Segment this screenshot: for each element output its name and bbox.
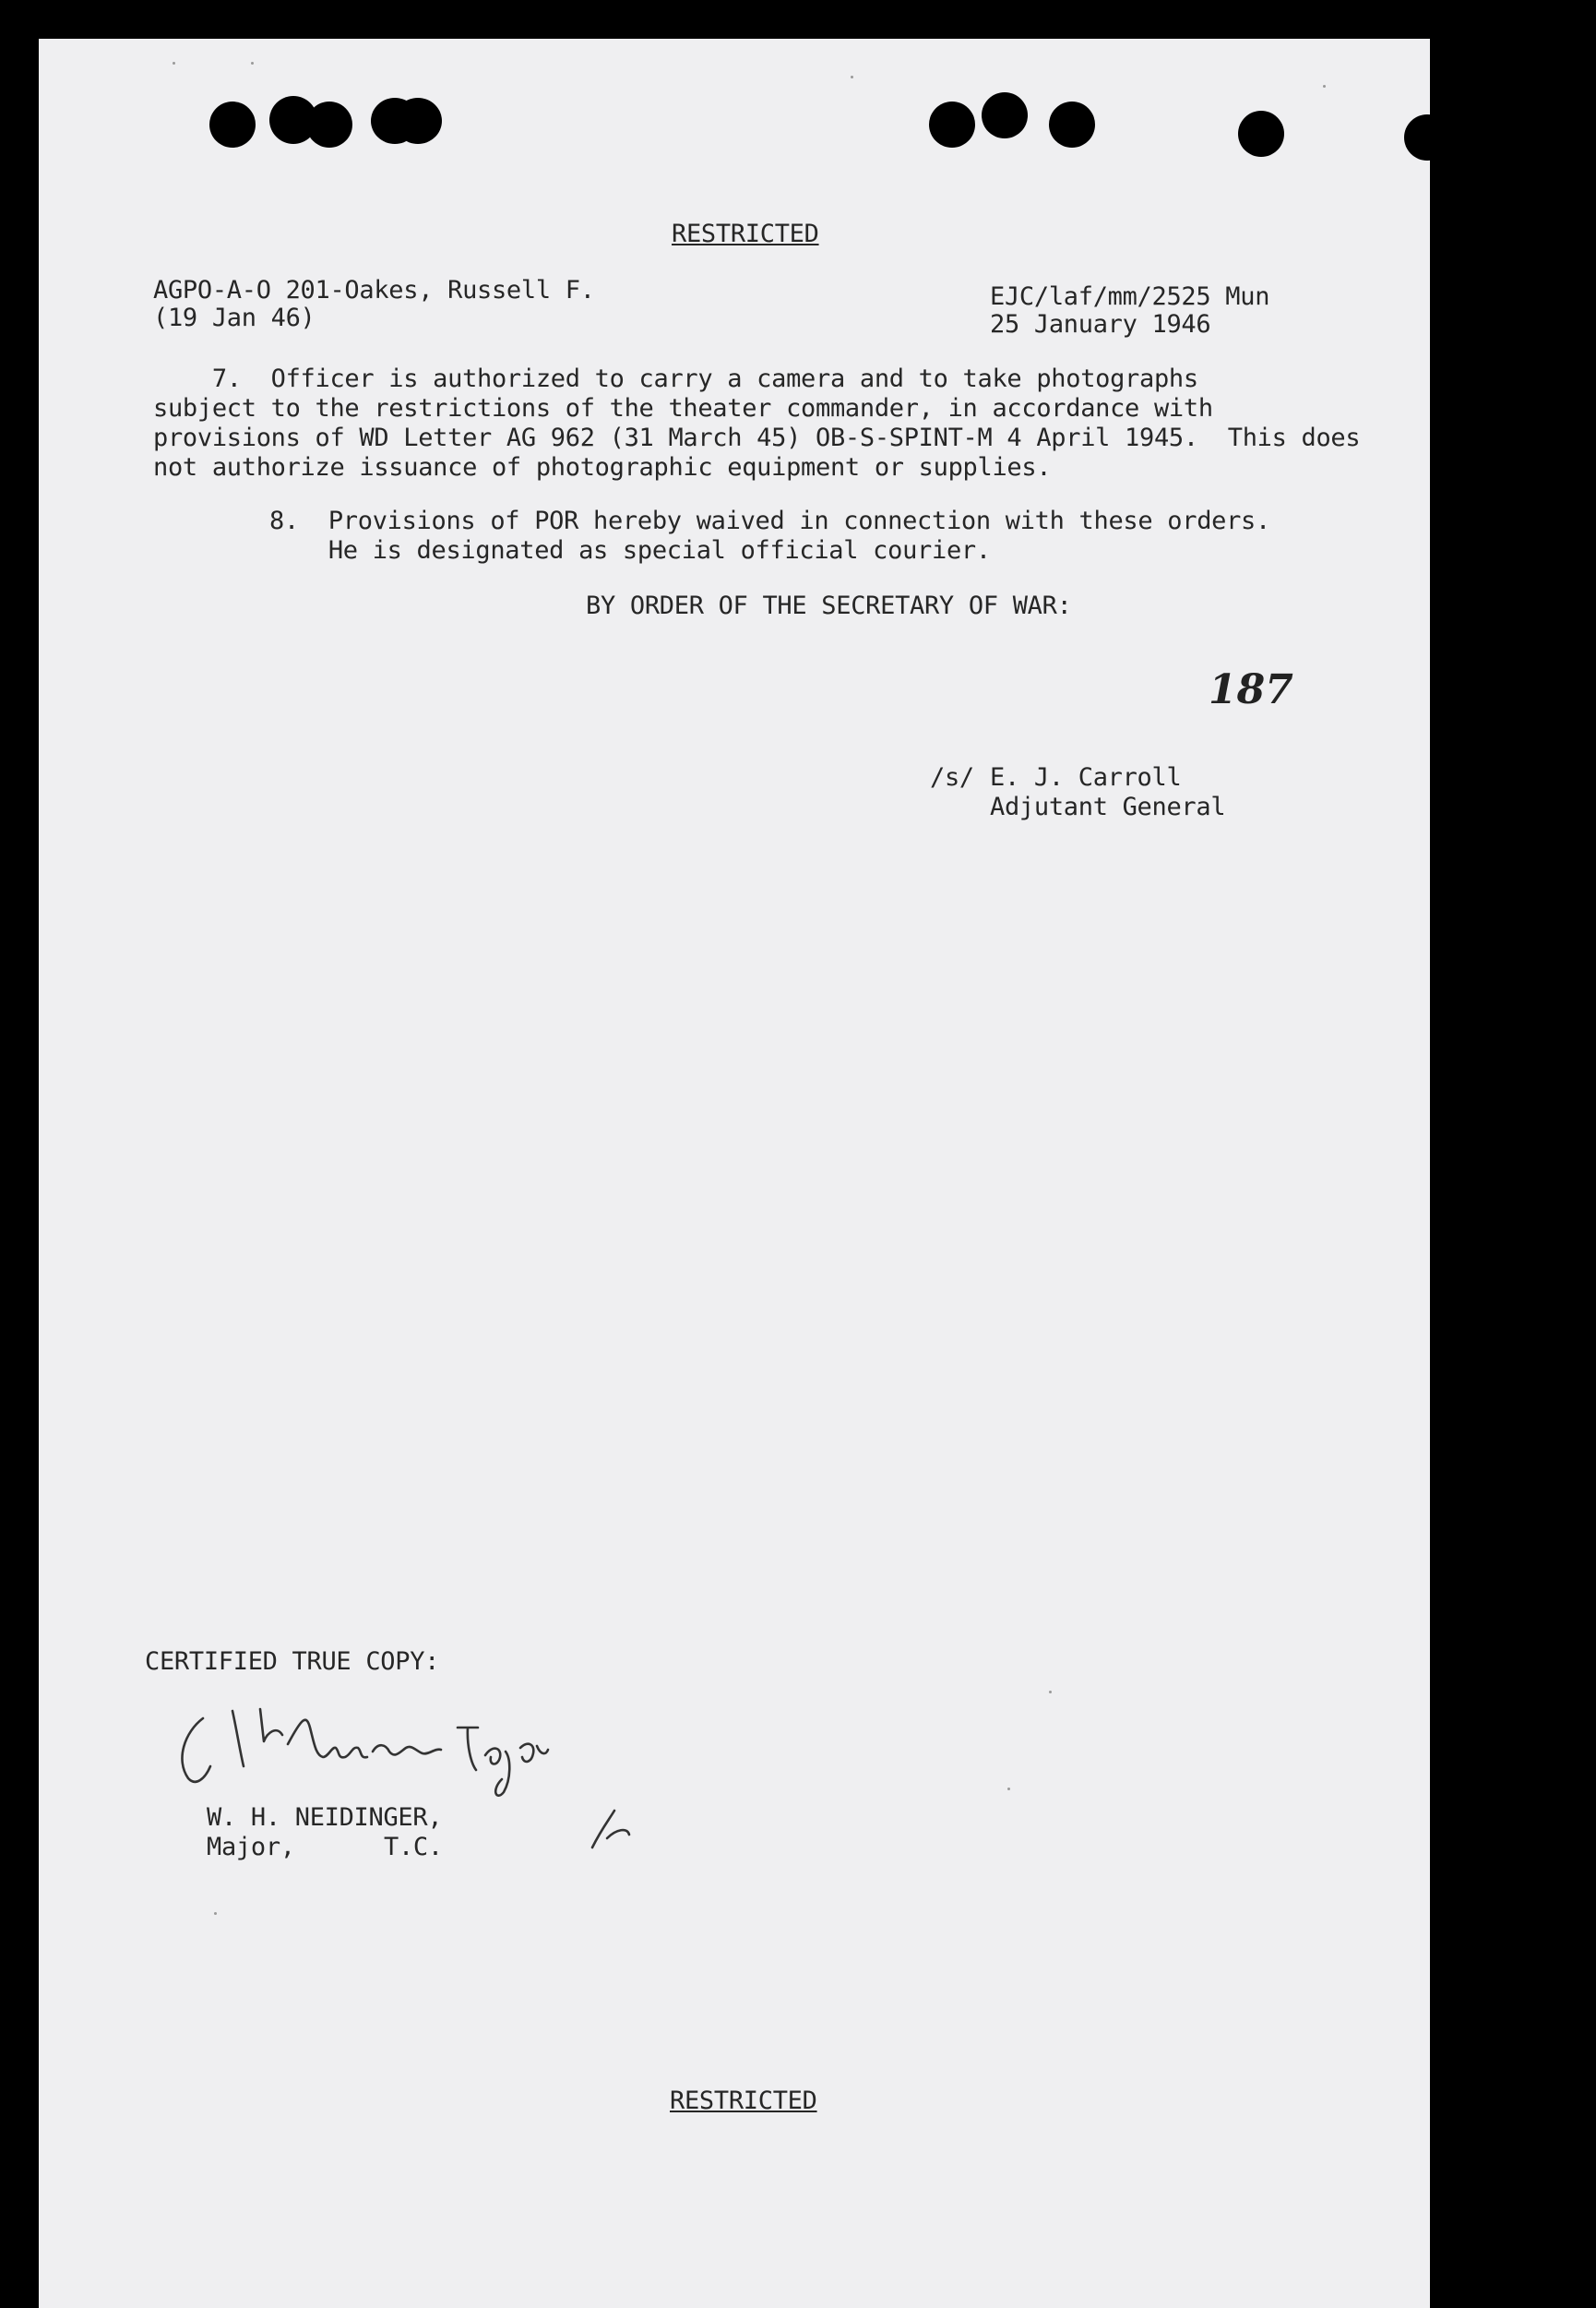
speck xyxy=(251,62,254,65)
punch-hole-7 xyxy=(982,92,1028,138)
file-reference: AGPO-A-O 201-Oakes, Russell F. xyxy=(153,276,595,305)
signer-title: Adjutant General xyxy=(990,793,1226,821)
speck xyxy=(1323,85,1326,88)
paragraph-7-line: subject to the restrictions of the theater commander, in accordance with xyxy=(153,394,1213,423)
signature-prefix: /s/ xyxy=(930,763,974,792)
punch-hole-1 xyxy=(209,102,256,148)
paragraph-7-line: 7. Officer is authorized to carry a camera and to take photographs xyxy=(153,365,1198,393)
speck xyxy=(1007,1788,1010,1790)
classification-bottom: RESTRICTED xyxy=(670,2087,817,2115)
paragraph-7-line: provisions of WD Letter AG 962 (31 March 45) OB-S-SPINT-M 4 April 1945. This does xyxy=(153,424,1361,452)
punch-hole-9 xyxy=(1238,111,1284,157)
punch-hole-6 xyxy=(929,102,975,148)
document-page xyxy=(39,39,1430,2308)
certifier-name: W. H. NEIDINGER, xyxy=(207,1803,443,1832)
file-reference-date: (19 Jan 46) xyxy=(153,304,316,332)
punch-hole-3 xyxy=(306,102,352,148)
document-date: 25 January 1946 xyxy=(990,310,1211,339)
paragraph-8-line: He is designated as special official courier. xyxy=(269,536,991,565)
paragraph-8-line: 8. Provisions of POR hereby waived in connection with these orders. xyxy=(269,507,1270,535)
certification-label: CERTIFIED TRUE COPY: xyxy=(145,1647,440,1676)
speck xyxy=(1049,1691,1052,1693)
classification-top: RESTRICTED xyxy=(672,220,819,248)
paragraph-7-line: not authorize issuance of photographic equipment or supplies. xyxy=(153,453,1052,482)
punch-hole-8 xyxy=(1049,102,1095,148)
speck xyxy=(851,76,853,78)
certifier-rank: Major, xyxy=(207,1833,295,1861)
speck xyxy=(173,62,175,65)
punch-hole-10 xyxy=(1404,114,1450,161)
order-line: BY ORDER OF THE SECRETARY OF WAR: xyxy=(586,592,1072,620)
signer-name: E. J. Carroll xyxy=(990,763,1182,792)
office-code: EJC/laf/mm/2525 Mun xyxy=(990,282,1270,311)
page-number: 187 xyxy=(1209,666,1293,713)
punch-hole-5 xyxy=(394,98,442,144)
certifier-unit: T.C. xyxy=(384,1833,443,1861)
speck xyxy=(214,1912,217,1915)
